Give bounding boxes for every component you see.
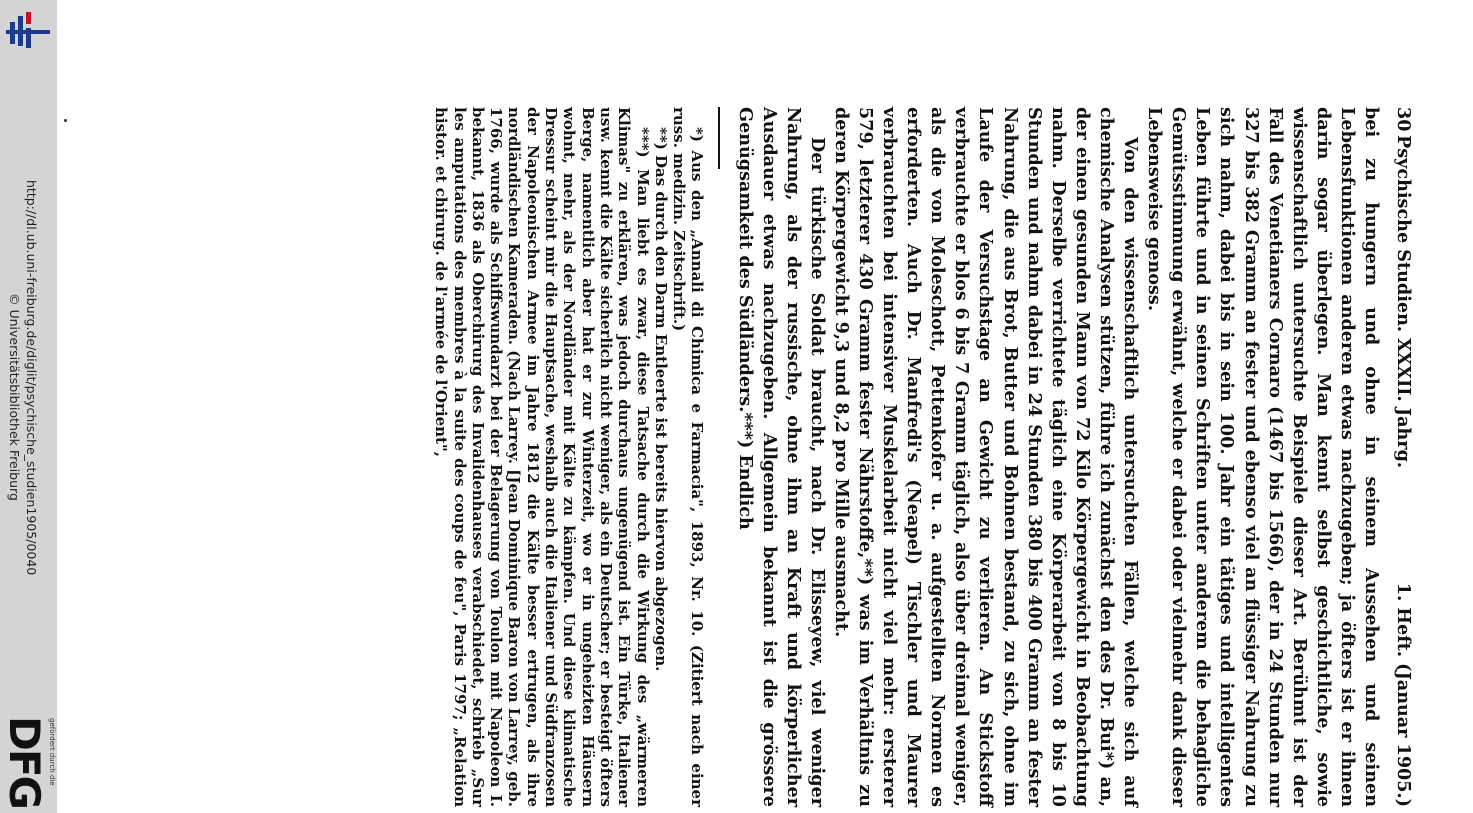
- page-number: 30: [1393, 107, 1414, 132]
- copyright-notice: © Universitätsbibliothek Freiburg: [7, 293, 22, 501]
- footnote: *) Aus den „Annali di Chimica e Farmacia", 1893, Nr. 10. (Zitiert nach einer russ. medizin. Zeitschrift.): [670, 107, 707, 807]
- running-title: Psychische Studien. XXXII. Jahrg.: [1393, 135, 1414, 468]
- paragraph: bei zu hungern und ohne in seinem Aussehen und seinen Lebensfunktionen anderen etwas nachzugeben; ja öfters ist er ihnen darin sogar überlegen. Man kennt selbst geschichtliche, sowie wissenschaftlich untersuchte Beispiele dieser Art. Berühmt ist der Fall des Venetianers Cornaro (1467 bis 1566), der in 24 Stunden nur 327 bis 382 Gramm an fester und ebenso viel an flüssiger Nahrung zu sich nahm, dabei bis in sein 100. Jahr ein tätiges und intelligentes Leben führte und in seinen Schriften unter anderem die behagliche Gemütsstimmung erwähnt, welche er dabei oder vielmehr dank dieser Lebensweise genoss.: [1144, 107, 1382, 807]
- body-text: [732, 107, 1383, 807]
- paragraph: Von den wissenschaftlich untersuchten Fällen, welche sich auf chemische Analysen stützen, führe ich zunächst den des Dr. Bui*) an, der einen gesunden Mann von 72 Kilo Körpergewicht in Beobachtung nahm. Derselbe verrichtete täglich eine Körperarbeit von 8 bis 10 Stunden und nahm dabei in 24 Stunden 380 bis 400 Gramm an fester Nahrung, die aus Brot, Butter und Bohnen bestand, zu sich, ohne im Laufe der Versuchstage an Gewicht zu verlieren. An Stickstoff verbrauchte er blos 6 bis 7 Gramm täglich, also über dreimal weniger, als die von Moleschott, Pettenkofer u. a. aufgestellten Normen es erforderten. Auch Dr. Manfredi's (Neapel) Tischler und Maurer verbrauchten bei intensiver Muskelarbeit nicht viel mehr: ersterer 579, letzterer 430 Gramm fester Nährstoffe,**) was im Verhältnis zu deren Körpergewicht 9,3 und 8,2 pro Mille ausmacht.: [830, 107, 1142, 807]
- footnote: **) Das durch den Darm Entleerte ist bereits hiervon abgezogen.: [651, 127, 670, 672]
- footnote-divider: [718, 107, 720, 169]
- scanned-page: [432, 107, 1415, 807]
- dfg-logo: [0, 714, 48, 808]
- paragraph: Der türkische Soldat braucht, nach Dr. Elisseyew, viel weniger Nahrung, als der russische, ohne ihm an Kraft und körperlicher Ausdauer etwas nachzugeben. Allgemein bekannt ist die grössere Genügsamkeit des Südländers.***) Endlich: [734, 107, 828, 807]
- dfg-logo-text: DFG: [0, 716, 49, 809]
- viewer-sidebar: [0, 0, 57, 813]
- source-url[interactable]: http://dl.ub.uni-freiburg.de/diglit/psychische_studien1905/0040: [24, 180, 39, 576]
- scan-speck: [64, 119, 67, 122]
- issue-label: 1. Heft. (Januar 1905.): [1393, 582, 1414, 807]
- footnotes: [432, 107, 706, 807]
- library-logo-icon: [4, 8, 52, 52]
- dfg-sub-label: gefördert durch die: [48, 718, 56, 786]
- page-header: [1391, 107, 1415, 807]
- footnote: ***) Man liebt es zwar, diese Tatsache durch die Wirkung des „wärmeren Klimas" zu erklären, was jedoch durchaus ungenügend ist. Ein Türke, Italiener usw. kennt die Kälte sicherlich nicht weniger, als ein Deutscher; er besteigt öfters Berge, namentlich aber hat er zur Winterzeit, wo er in ungeheizten Häusern wohnt, mehr, als der Nordländer mit Kälte zu kämpfen. Und diese klimatische Dressur scheint mir die Hauptsache, weshalb auch die Italiener und Südfranzosen der Napoleonischen Armee im Jahre 1812 die Kälte besser ertrugen, als ihre nordländischen Kameraden. (Nach Larrey. [Jean Dominique Baron von Larrey, geb. 1766, wurde als Schiffswundarzt bei der Belagerung von Toulon mit Napoleon I. bekannt, 1836 als Oberchirurg des Invalidenhauses verabschiedet, schrieb „Sur les amputations des membres à la suite des coups de feu", Paris 1797; „Relation histor. et chirurg. de l'armée de l'Orient",: [432, 107, 652, 807]
